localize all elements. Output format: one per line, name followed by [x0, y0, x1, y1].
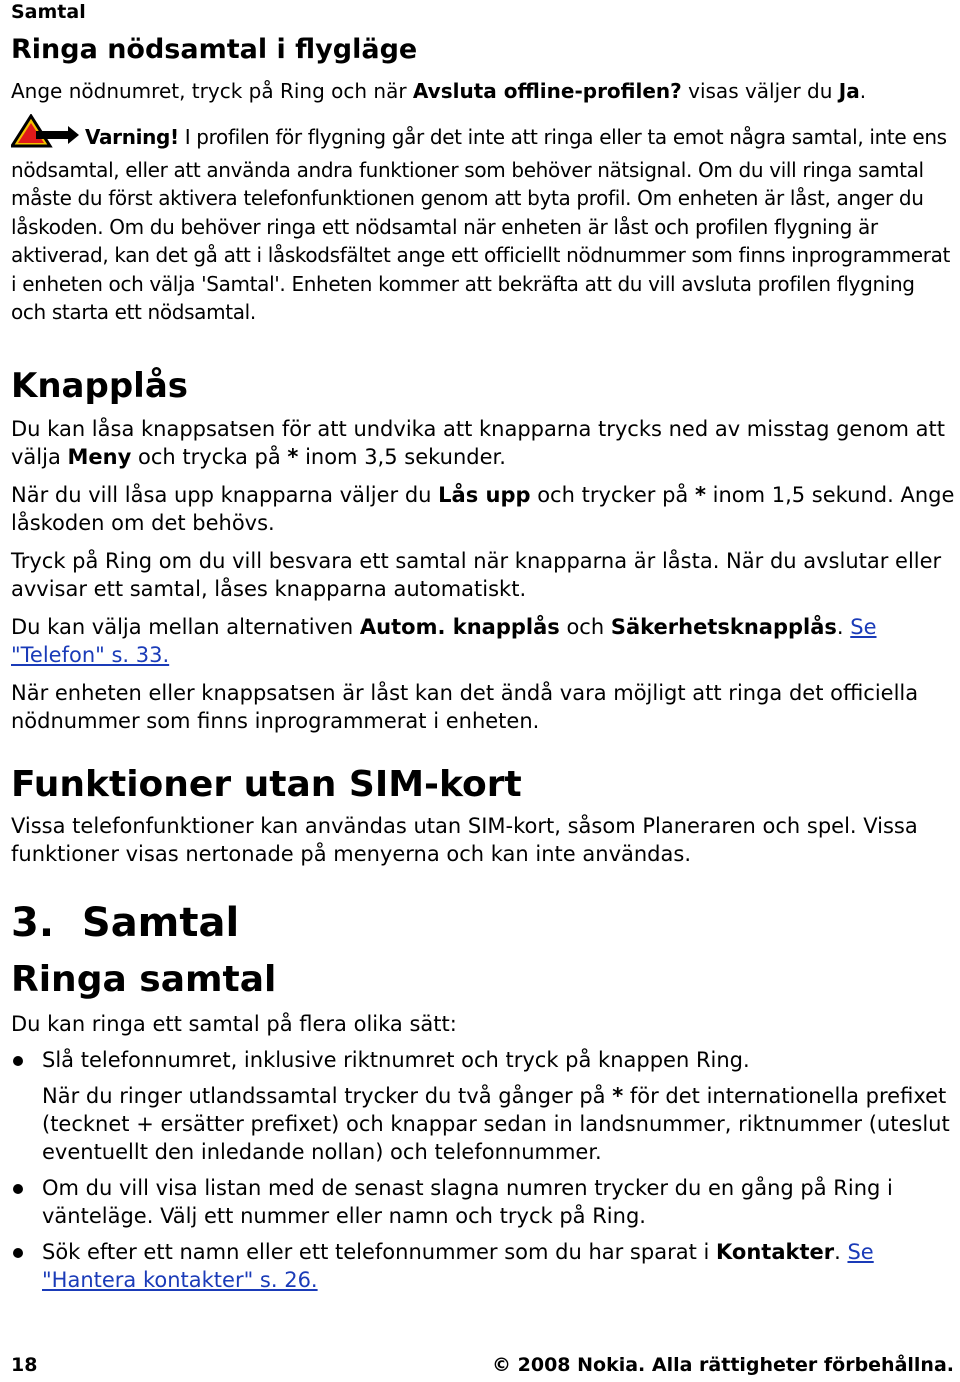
- list-item: Sök efter ett namn eller ett telefonnummer som du har sparat i Kontakter. Se "Hantera kontakter" s. 26.: [11, 1238, 955, 1294]
- copyright: © 2008 Nokia. Alla rättigheter förbehållna.: [492, 1354, 954, 1376]
- paragraph: Du kan välja mellan alternativen Autom. knapplås och Säkerhetsknapplås. Se "Telefon" s. 33.: [11, 615, 877, 667]
- paragraph: Ange nödnumret, tryck på Ring och när Avsluta offline-profilen? visas väljer du Ja.: [11, 79, 867, 103]
- list-item-sub: När du ringer utlandssamtal trycker du två gånger på * för det internationella prefixet (tecknet + ersätter prefixet) och knappar sedan in landsnummer, riktnummer (uteslut eventuellt den inledande nollan) och telefonnummer.: [42, 1084, 950, 1164]
- warning-icon: [11, 114, 79, 156]
- running-header: Samtal: [11, 1, 86, 23]
- page-number: 18: [11, 1354, 38, 1376]
- section-calls: [11, 958, 955, 1294]
- warning-note: [11, 114, 955, 327]
- paragraph: Tryck på Ring om du vill besvara ett samtal när knapparna är låsta. När du avslutar eller avvisar ett samtal, låses knapparna automatiskt.: [11, 549, 942, 601]
- section-keylock: [11, 364, 955, 735]
- call-methods-list: [11, 1046, 955, 1294]
- section-flight-mode: [11, 34, 955, 105]
- section-heading: Knapplås: [11, 366, 189, 406]
- paragraph: Du kan ringa ett samtal på flera olika sätt:: [11, 1012, 457, 1036]
- paragraph: Vissa telefonfunktioner kan användas utan SIM-kort, såsom Planeraren och spel. Vissa funktioner visas nertonade på menyerna och kan inte användas.: [11, 814, 918, 866]
- warning-paragraph: Varning! I profilen för flygning går det inte att ringa eller ta emot några samtal, inte ens nödsamtal, eller att använda andra funktioner som behöver nätsignal. Om du vill ringa samtal måste du först aktivera telefonfunktionen genom att byta profil. Om enheten är låst, anger du låskoden. Om du behöver ringa ett nödsamtal när enheten är låst och profilen flygning är aktiverad, kan det gå att i låskodsfältet ange ett officiellt nödnummer som finns inprogrammerat i enheten och välja 'Samtal'. Enheten kommer att bekräfta att du vill avsluta profilen flygning och starta ett nödsamtal.: [11, 114, 955, 327]
- list-item: Slå telefonnumret, inklusive riktnumret och tryck på knappen Ring.: [11, 1046, 955, 1074]
- section-title: Ringa nödsamtal i flygläge: [11, 34, 418, 65]
- section-heading: Funktioner utan SIM-kort: [11, 764, 522, 805]
- section-heading: Ringa samtal: [11, 959, 277, 1000]
- chapter-heading-block: [11, 898, 955, 948]
- chapter-title: 3. Samtal: [11, 900, 240, 946]
- ui-term: Avsluta offline-profilen?: [412, 79, 682, 103]
- ui-term: Ja: [838, 79, 860, 103]
- warning-label: Varning!: [85, 125, 179, 149]
- paragraph: När du vill låsa upp knapparna väljer du Lås upp och trycker på * inom 1,5 sekund. Ange låskoden om det behövs.: [11, 483, 955, 535]
- cross-reference-link[interactable]: Se "Telefon" s. 33.: [11, 615, 877, 667]
- list-item: Om du vill visa listan med de senast slagna numren trycker du en gång på Ring i vänteläge. Välj ett nummer eller namn och tryck på Ring.: [11, 1174, 955, 1230]
- cross-reference-link[interactable]: Se "Hantera kontakter" s. 26.: [42, 1240, 874, 1292]
- paragraph: Du kan låsa knappsatsen för att undvika att knapparna trycks ned av misstag genom att välja Meny och trycka på * inom 3,5 sekunder.: [11, 417, 945, 469]
- paragraph: När enheten eller knappsatsen är låst kan det ändå vara möjligt att ringa det officiella nödnummer som finns inprogrammerat i enheten.: [11, 681, 919, 733]
- section-no-sim: [11, 763, 955, 868]
